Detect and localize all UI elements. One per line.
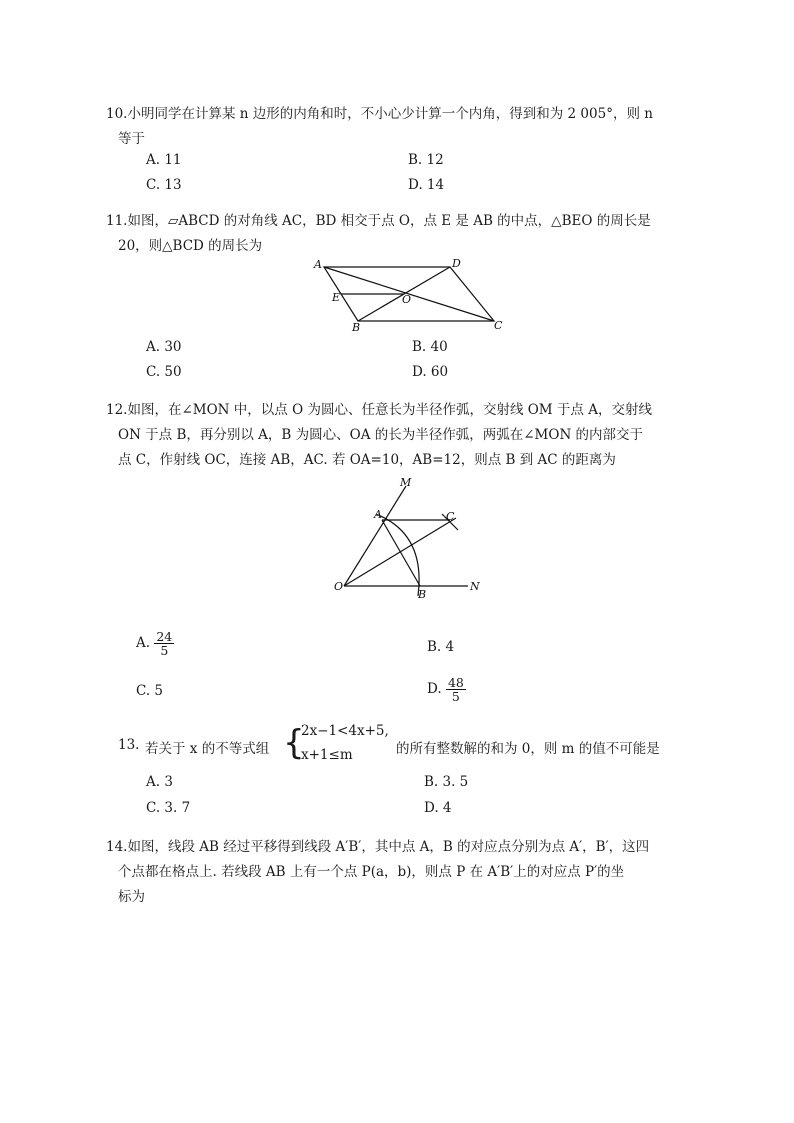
label-c: C <box>494 319 503 332</box>
q12-number: 12. <box>106 402 128 418</box>
q14-number: 14. <box>106 839 128 855</box>
label-e: E <box>332 291 341 304</box>
q12-line2: ON 于点 B，再分别以 A，B 为圆心、OA 的长为半径作弧，两弧在∠MON 的内部交于 <box>118 427 644 443</box>
question-14 <box>106 835 678 910</box>
question-12 <box>106 398 678 473</box>
q10-line2: 等于 <box>118 131 145 147</box>
q11-stem-1: 如图，▱ABCD 的对角线 AC，BD 相交于点 O，点 E 是 AB 的中点，△BEO 的周长是 <box>127 213 651 229</box>
q12-option-d <box>427 676 466 703</box>
label-b: B <box>418 588 427 601</box>
q10-option-d: D. 14 <box>408 177 445 193</box>
q12-option-a-label: A. <box>136 635 151 651</box>
q13-suffix: 的所有整数解的和为 0，则 m 的值不可能是 <box>396 741 660 757</box>
label-a: A <box>314 258 322 271</box>
q13-system-line-1: 2x−1<4x+5, <box>301 723 389 739</box>
question-11 <box>106 209 678 259</box>
label-c: C <box>446 510 455 523</box>
q10-option-a: A. 11 <box>146 152 182 168</box>
q12-option-d-label: D. <box>427 681 442 697</box>
left-brace: { <box>283 723 305 763</box>
q13-number: 13. <box>118 737 140 753</box>
q12-stem-1: 如图，在∠MON 中，以点 O 为圆心、任意长为半径作弧，交射线 OM 于点 A，交射线 <box>127 402 652 418</box>
label-o: O <box>402 293 412 306</box>
q12-option-c: C. 5 <box>136 683 164 699</box>
label-m: M <box>400 476 412 489</box>
q13-system-line-2: x+1≤m <box>301 747 353 763</box>
q13-option-b: B. 3. 5 <box>424 774 469 790</box>
q13-option-a: A. 3 <box>146 774 173 790</box>
label-n: N <box>470 580 480 593</box>
q11-option-d: D. 60 <box>412 364 449 380</box>
label-o: O <box>334 580 344 593</box>
q10-option-c: C. 13 <box>146 177 182 193</box>
label-a: A <box>374 508 382 521</box>
question-10 <box>106 102 678 152</box>
label-b: B <box>352 321 361 334</box>
parallelogram-figure <box>310 255 510 335</box>
q12-option-b: B. 4 <box>427 639 455 655</box>
q10-stem-1: 小明同学在计算某 n 边形的内角和时，不小心少计算一个内角，得到和为 2 005°，则 n <box>127 106 653 122</box>
q11-number: 11. <box>106 213 128 229</box>
q12-option-d-fraction: $\frac{48}{5}$ <box>447 675 464 704</box>
q14-stem-1: 如图，线段 AB 经过平移得到线段 A′B′，其中点 A，B 的对应点分别为点 A′，B′，这四 <box>127 839 650 855</box>
q10-option-b: B. 12 <box>408 152 444 168</box>
q11-option-b: B. 40 <box>412 339 448 355</box>
q13-option-c: C. 3. 7 <box>146 800 191 816</box>
q12-option-a <box>136 630 174 657</box>
q10-line1 <box>106 102 678 127</box>
q10-number: 10. <box>106 106 128 122</box>
q11-option-a: A. 30 <box>146 339 182 355</box>
q14-line3: 标为 <box>118 889 145 905</box>
label-d: D <box>452 257 461 270</box>
q12-option-a-fraction: $\frac{24}{5}$ <box>156 629 173 658</box>
angle-construction-figure <box>330 474 490 604</box>
q11-line1 <box>106 209 678 234</box>
q12-line1 <box>106 398 678 423</box>
q12-line3: 点 C，作射线 OC，连接 AB，AC. 若 OA=10，AB=12，则点 B 到 AC 的距离为 <box>118 452 616 468</box>
q13-option-d: D. 4 <box>424 800 452 816</box>
q11-option-c: C. 50 <box>146 364 182 380</box>
q11-line2: 20，则△BCD 的周长为 <box>118 238 263 254</box>
q14-line2: 个点都在格点上. 若线段 AB 上有一个点 P(a，b)，则点 P 在 A′B′上的对应点 P′的坐 <box>118 864 625 880</box>
q14-line1 <box>106 835 678 860</box>
q13-prefix: 若关于 x 的不等式组 <box>145 741 270 757</box>
